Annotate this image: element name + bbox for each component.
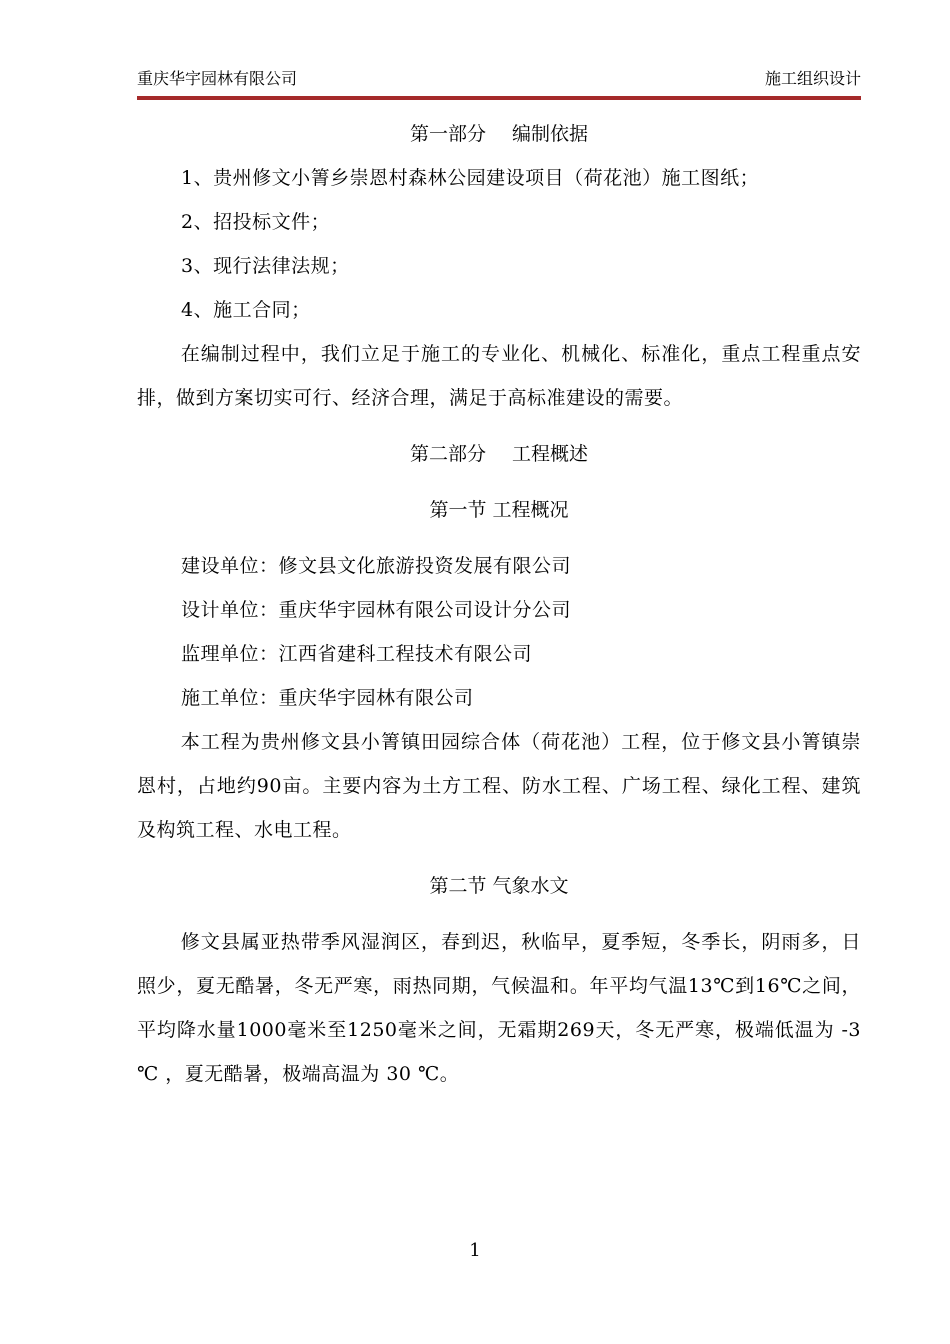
part1-heading	[137, 112, 861, 156]
header-doc-title: 施工组织设计	[764, 69, 861, 88]
climate-paragraph: 修文县属亚热带季风湿润区，春到迟，秋临早，夏季短，冬季长，阴雨多，日照少，夏无酷暑，冬无严寒，雨热同期，气候温和。年平均气温13℃到16℃之间，平均降水量1000毫米至1250毫米之间，无霜期269天，冬无严寒，极端低温为 -3 ℃ ，夏无酷暑，极端高温为 30 ℃。	[137, 931, 861, 1085]
basis-item-4: 4、施工合同；	[181, 299, 311, 321]
overview-paragraph: 本工程为贵州修文县小箐镇田园综合体（荷花池）工程，位于修文县小箐镇崇恩村，占地约90亩。主要内容为土方工程、防水工程、广场工程、绿化工程、建筑及构筑工程、水电工程。	[137, 731, 861, 841]
unit-construction-owner: 建设单位：修文县文化旅游投资发展有限公司	[181, 555, 572, 577]
unit-supervisor: 监理单位：江西省建科工程技术有限公司	[181, 643, 533, 665]
basis-item-1: 1、贵州修文小箐乡崇恩村森林公园建设项目（荷花池）施工图纸；	[181, 167, 760, 189]
part2-heading-title: 工程概述	[512, 443, 589, 465]
part1-heading-number: 第一部分	[409, 123, 486, 145]
part1-heading-title: 编制依据	[512, 123, 589, 145]
page-header	[137, 66, 861, 96]
unit-designer: 设计单位：重庆华宇园林有限公司设计分公司	[181, 599, 572, 621]
header-rule	[137, 96, 861, 100]
basis-item-3: 3、现行法律法规；	[181, 255, 350, 277]
page-number: 1	[469, 1240, 481, 1261]
header-company: 重庆华宇园林有限公司	[137, 69, 298, 88]
section2-heading: 第二节 气象水文	[429, 875, 569, 897]
document-body	[137, 112, 861, 1096]
basis-item-2: 2、招投标文件；	[181, 211, 331, 233]
part2-heading-number: 第二部分	[409, 443, 486, 465]
basis-paragraph: 在编制过程中，我们立足于施工的专业化、机械化、标准化，重点工程重点安排，做到方案切实可行、经济合理，满足于高标准建设的需要。	[137, 343, 861, 409]
section1-heading: 第一节 工程概况	[429, 499, 569, 521]
unit-contractor: 施工单位：重庆华宇园林有限公司	[181, 687, 474, 709]
part2-heading	[137, 432, 861, 476]
